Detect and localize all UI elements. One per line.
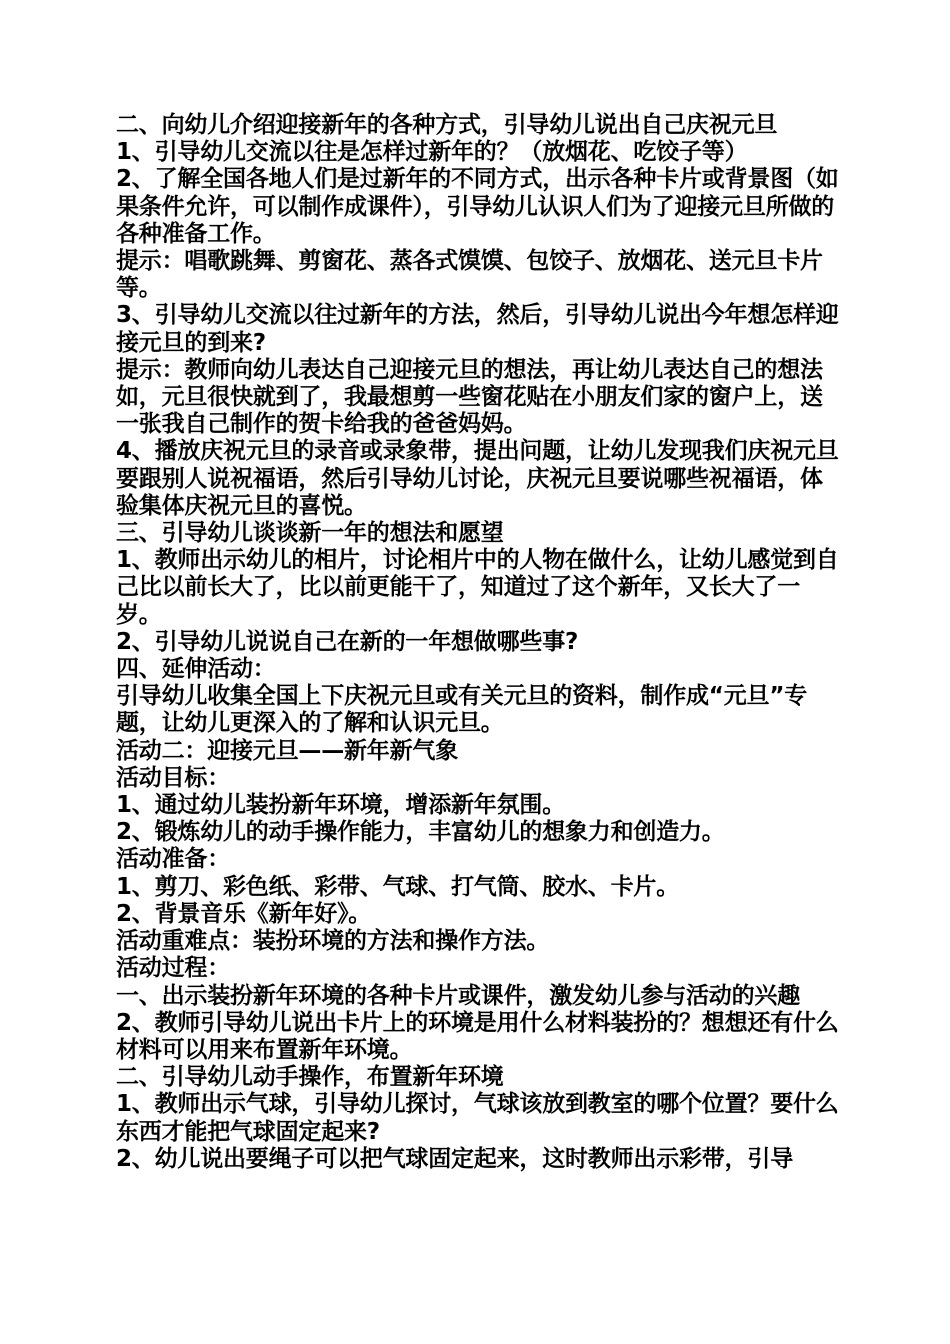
paragraph: 四、延伸活动： (116, 656, 276, 683)
paragraph: 1、教师出示气球，引导幼儿探讨，气球该放到教室的哪个位置？要什么东西才能把气球固定起来? (116, 1091, 839, 1145)
paragraph: 1、通过幼儿装扮新年环境，增添新年氛围。 (116, 792, 566, 819)
paragraph: 活动目标： (116, 764, 231, 791)
paragraph: 1、教师出示幼儿的相片，讨论相片中的人物在做什么，让幼儿感觉到自己比以前长大了，比以前更能干了，知道过了这个新年，又长大了一岁。 (116, 547, 839, 628)
paragraph: 活动准备： (116, 846, 231, 873)
paragraph: 二、引导幼儿动手操作，布置新年环境 (116, 1064, 504, 1091)
paragraph: 4、播放庆祝元旦的录音或录象带，提出问题，让幼儿发现我们庆祝元旦要跟别人说祝福语，然后引导幼儿讨论，庆祝元旦要说哪些祝福语，体验集体庆祝元旦的喜悦。 (116, 438, 839, 519)
paragraph: 一、出示装扮新年环境的各种卡片或课件，激发幼儿参与活动的兴趣 (116, 982, 801, 1009)
paragraph: 1、剪刀、彩色纸、彩带、气球、打气筒、胶水、卡片。 (116, 873, 680, 900)
paragraph: 3、引导幼儿交流以往过新年的方法，然后，引导幼儿说出今年想怎样迎接元旦的到来? (116, 302, 839, 356)
paragraph: 活动二：迎接元旦——新年新气象 (116, 737, 459, 764)
paragraph: 二、向幼儿介绍迎接新年的各种方式，引导幼儿说出自己庆祝元旦 (116, 112, 778, 138)
paragraph: 2、了解全国各地人们是过新年的不同方式，出示各种卡片或背景图（如果条件允许，可以制作成课件），引导幼儿认识人们为了迎接元旦所做的各种准备工作。 (116, 166, 839, 247)
paragraph: 2、锻炼幼儿的动手操作能力，丰富幼儿的想象力和创造力。 (116, 819, 725, 846)
paragraph: 提示：教师向幼儿表达自己迎接元旦的想法，再让幼儿表达自己的想法如，元旦很快就到了，我最想剪一些窗花贴在小朋友们家的窗户上，送一张我自己制作的贺卡给我的爸爸妈妈。 (116, 356, 823, 438)
paragraph: 活动过程： (116, 955, 231, 982)
paragraph: 活动重难点：装扮环境的方法和操作方法。 (116, 928, 550, 955)
paragraph: 2、幼儿说出要绳子可以把气球固定起来，这时教师出示彩带，引导 (116, 1145, 794, 1172)
paragraph: 三、引导幼儿谈谈新一年的想法和愿望 (116, 520, 504, 547)
paragraph: 引导幼儿收集全国上下庆祝元旦或有关元旦的资料，制作成“元旦”专题，让幼儿更深入的了解和认识元旦。 (116, 683, 808, 737)
paragraph: 2、引导幼儿说说自己在新的一年想做哪些事? (116, 628, 579, 655)
document-body (116, 112, 840, 1173)
paragraph: 1、引导幼儿交流以往是怎样过新年的？（放烟花、吃饺子等） (116, 139, 748, 166)
paragraph: 提示：唱歌跳舞、剪窗花、蒸各式馍馍、包饺子、放烟花、送元旦卡片等。 (116, 248, 823, 302)
paragraph: 2、背景音乐《新年好》。 (116, 900, 372, 927)
paragraph: 2、教师引导幼儿说出卡片上的环境是用什么材料装扮的？想想还有什么材料可以用来布置新年环境。 (116, 1009, 839, 1063)
